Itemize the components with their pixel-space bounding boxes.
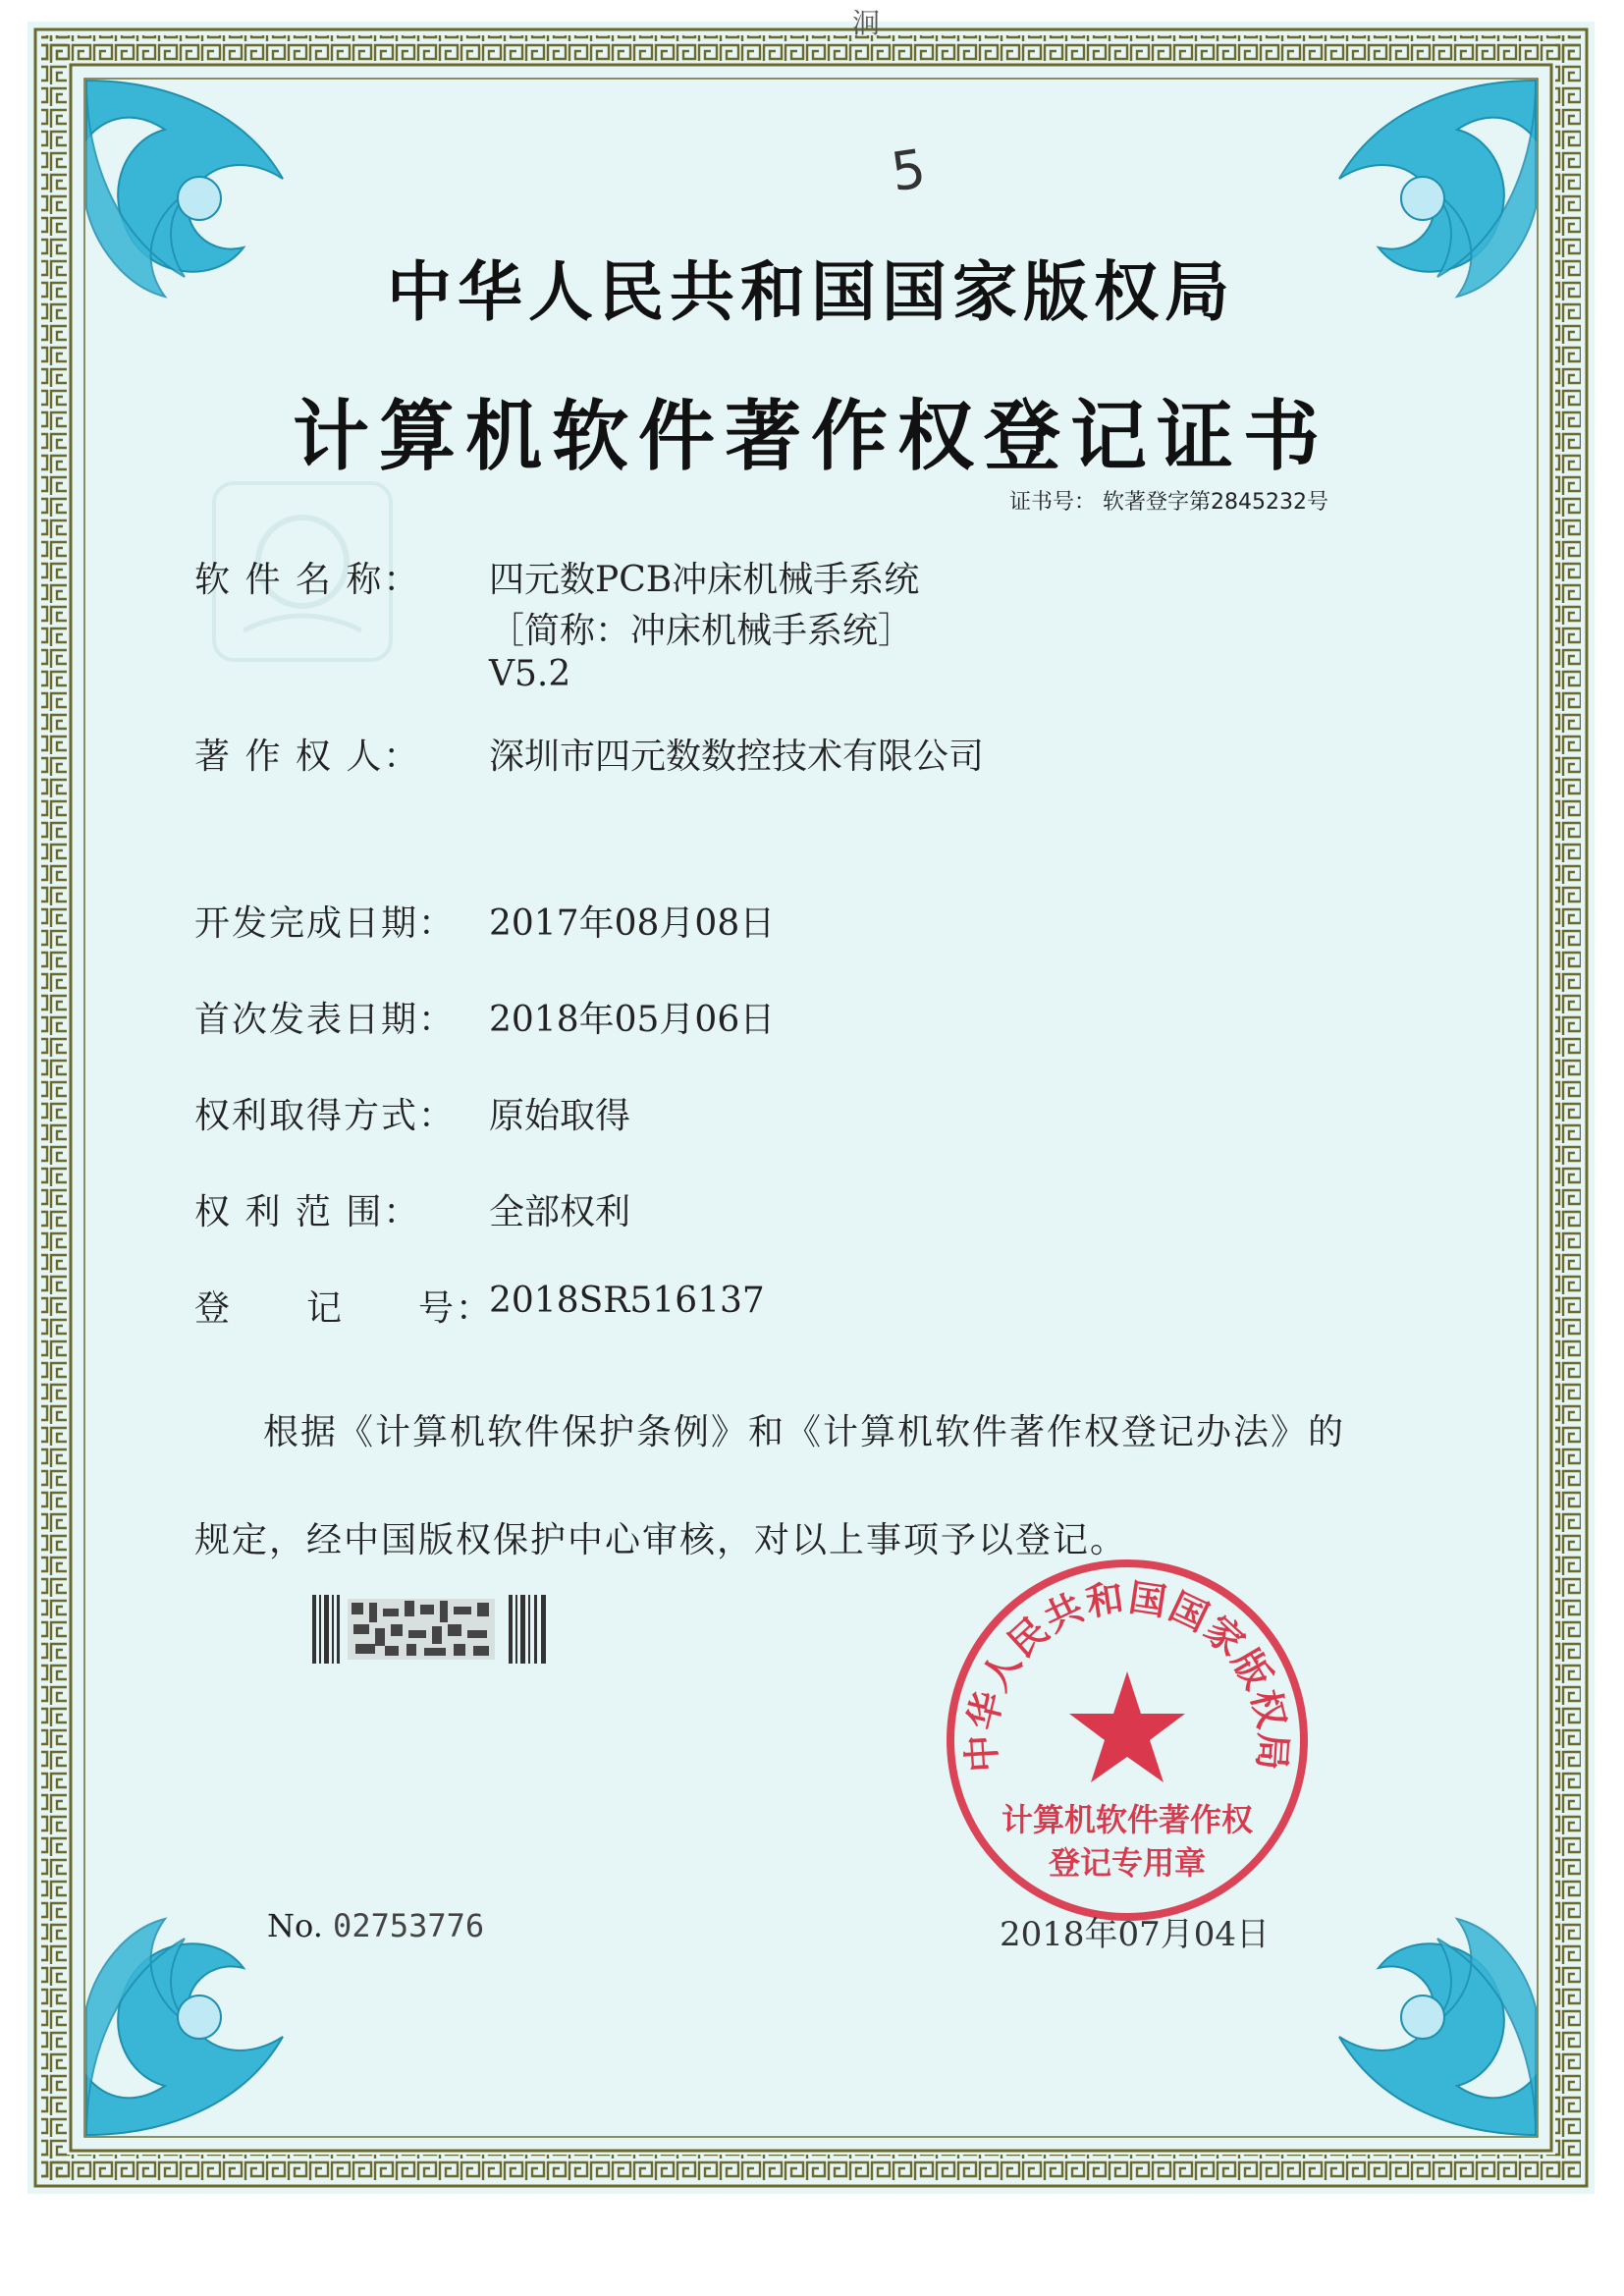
certificate-title: 计算机软件著作权登记证书	[292, 392, 1329, 481]
field-label-registration-number: 登 记 号：	[194, 1288, 494, 1329]
seal-star-icon	[1069, 1671, 1185, 1782]
field-label-completion-date: 开发完成日期：	[194, 903, 457, 944]
seal-line-2: 登记专用章	[1048, 1844, 1207, 1882]
field-value-completion-date: 2017年08月08日	[489, 903, 776, 944]
registration-date: 2018年07月04日	[1000, 1915, 1271, 1954]
field-label-software-name: 软 件 名 称：	[194, 560, 421, 600]
field-value-rights-scope: 全部权利	[489, 1192, 631, 1232]
field-label-rights-scope: 权 利 范 围：	[194, 1192, 421, 1232]
statement-line-2: 规定，经中国版权保护中心审核，对以上事项予以登记。	[194, 1520, 1128, 1560]
seal-line-1: 计算机软件著作权	[1001, 1801, 1254, 1838]
serial-prefix: No.	[267, 1907, 323, 1944]
top-handwritten-mark: 泂	[852, 7, 881, 39]
corner-ornament-bottom-right	[1339, 1919, 1536, 2135]
field-value-version: V5.2	[489, 654, 571, 694]
corner-ornament-bottom-left	[86, 1919, 283, 2135]
barcode	[312, 1595, 548, 1664]
issuer-title: 中华人民共和国国家版权局	[387, 253, 1235, 330]
certificate-number: 证书号： 软著登字第2845232号	[1009, 490, 1328, 515]
field-label-copyright-owner: 著 作 权 人：	[194, 737, 421, 777]
certificate-sheet	[27, 7, 1595, 2194]
statement-line-1: 根据《计算机软件保护条例》和《计算机软件著作权登记办法》的	[263, 1412, 1346, 1452]
official-seal	[941, 1554, 1314, 1927]
field-value-registration-number: 2018SR516137	[489, 1281, 765, 1321]
handwritten-mark: 5	[887, 137, 930, 204]
field-value-acquisition-method: 原始取得	[489, 1096, 631, 1136]
serial-number	[267, 1907, 484, 1944]
field-value-short-name: ［简称：冲床机械手系统］	[489, 611, 914, 651]
field-value-publication-date: 2018年05月06日	[489, 1000, 776, 1040]
serial-value: 02753776	[333, 1907, 485, 1944]
field-value-copyright-owner: 深圳市四元数数控技术有限公司	[489, 737, 985, 777]
field-label-acquisition-method: 权利取得方式：	[194, 1096, 457, 1136]
field-label-publication-date: 首次发表日期：	[194, 1000, 457, 1040]
seal-arc-text: 中华人民共和国国家版权局	[959, 1575, 1295, 1774]
field-value-software-name: 四元数PCB冲床机械手系统	[489, 560, 920, 600]
